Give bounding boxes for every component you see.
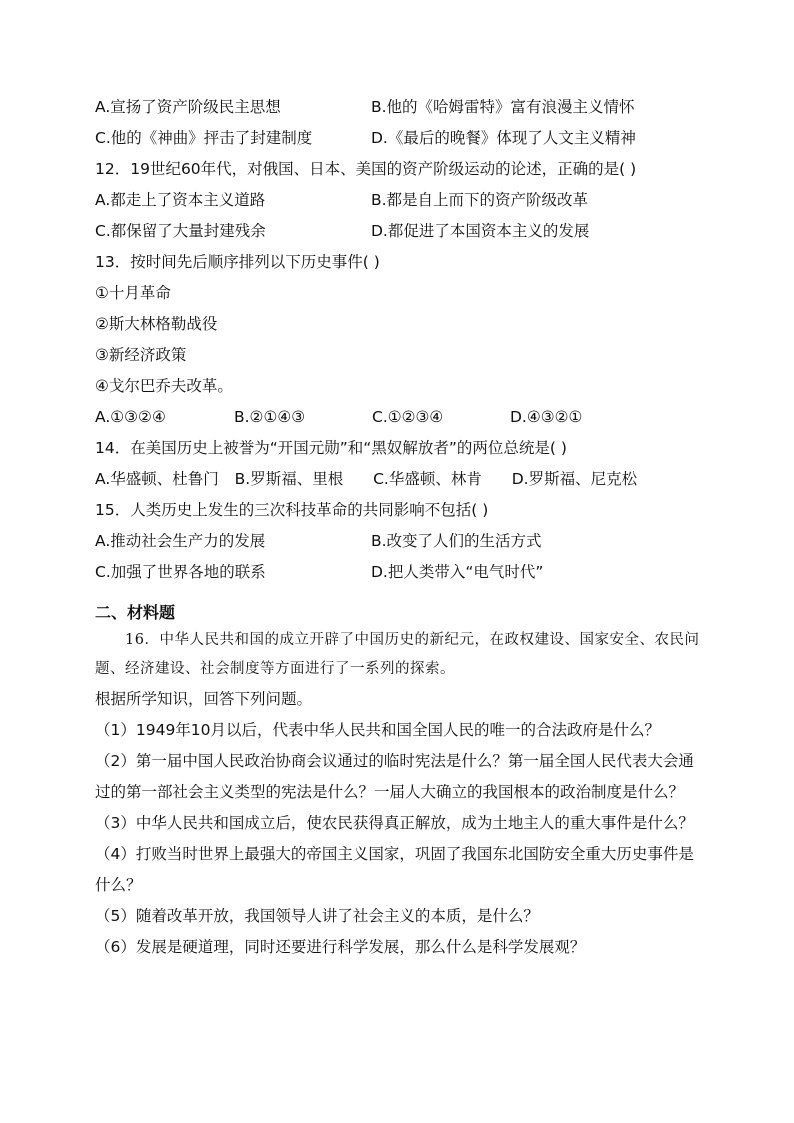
q14-option-d: D.罗斯福、尼克松: [511, 470, 638, 488]
q13-option-b: B.②①④③: [234, 408, 306, 426]
q14-option-c: C.华盛顿、林肯: [373, 470, 482, 488]
q11-options-row-1: [95, 92, 705, 123]
q13-item-4: ④戈尔巴乔夫改革。: [95, 377, 233, 395]
exam-content: [95, 92, 705, 963]
q14-stem: 14．在美国历史上被誉为“开国元勋”和“黑奴解放者”的两位总统是( ): [95, 439, 567, 457]
q11-option-c: C.他的《神曲》抨击了封建制度: [95, 129, 313, 147]
q12-option-c: C.都保留了大量封建残余: [95, 222, 266, 240]
q12-options-row-1: [95, 185, 705, 216]
subquestion-1: （1）1949年10月以后，代表中华人民共和国全国人民的唯一的合法政府是什么？: [95, 721, 661, 739]
q13-item-3: ③新经济政策: [95, 346, 187, 364]
subquestion-5: （5）随着改革开放，我国领导人讲了社会主义的本质，是什么？: [95, 907, 539, 925]
q13-option-c: C.①②③④: [372, 408, 444, 426]
q15-option-b: B.改变了人们的生活方式: [371, 532, 542, 550]
q12-option-d: D.都促进了本国资本主义的发展: [371, 222, 590, 240]
q12-option-a: A.都走上了资本主义道路: [95, 191, 266, 209]
q11-option-b: B.他的《哈姆雷特》富有浪漫主义情怀: [371, 98, 635, 116]
q13-item-1: ①十月革命: [95, 284, 171, 302]
q13-stem: 13．按时间先后顺序排列以下历史事件( ): [95, 253, 380, 271]
subquestion-2: （2）第一届中国人民政治协商会议通过的临时宪法是什么？第一届全国人民代表大会通过的第一部社会主义类型的宪法是什么？一届人大确立的我国根本的政治制度是什么？: [95, 752, 694, 801]
q14-options-row: [95, 464, 705, 495]
q15-option-d: D.把人类带入“电气时代”: [371, 563, 544, 581]
subquestion-6: （6）发展是硬道理，同时还要进行科学发展，那么什么是科学发展观？: [95, 938, 586, 956]
q14-option-b: B.罗斯福、里根: [234, 470, 344, 488]
q15-option-c: C.加强了世界各地的联系: [95, 563, 266, 581]
q11-option-a: A.宣扬了资产阶级民主思想: [95, 98, 281, 116]
q13-options-row: [95, 402, 705, 433]
section-heading: 二、材料题: [95, 603, 176, 622]
q12-options-row-2: [95, 216, 705, 247]
q15-option-a: A.推动社会生产力的发展: [95, 532, 266, 550]
material-paragraph: 16．中华人民共和国的成立开辟了中国历史的新纪元，在政权建设、国家安全、农民问题、经济建设、社会制度等方面进行了一系列的探索。: [95, 632, 700, 677]
q12-stem: 12．19世纪60年代，对俄国、日本、美国的资产阶级运动的论述，正确的是( ): [95, 160, 637, 178]
q11-option-d: D.《最后的晚餐》体现了人文主义精神: [371, 129, 636, 147]
q15-options-row-1: [95, 526, 705, 557]
q11-options-row-2: [95, 123, 705, 154]
q13-option-a: A.①③②④: [95, 408, 166, 426]
subquestion-4: （4）打败当时世界上最强大的帝国主义国家，巩固了我国东北国防安全重大历史事件是什么？: [95, 845, 694, 894]
q12-option-b: B.都是自上而下的资产阶级改革: [371, 191, 589, 209]
q15-options-row-2: [95, 557, 705, 588]
instruction-text: 根据所学知识，回答下列问题。: [95, 690, 313, 708]
q13-item-2: ②斯大林格勒战役: [95, 315, 218, 333]
q15-stem: 15．人类历史上发生的三次科技革命的共同影响不包括( ): [95, 501, 489, 519]
subquestion-3: （3）中华人民共和国成立后，使农民获得真正解放，成为土地主人的重大事件是什么？: [95, 814, 694, 832]
q13-option-d: D.④③②①: [510, 408, 583, 426]
q14-option-a: A.华盛顿、杜鲁门: [95, 470, 219, 488]
